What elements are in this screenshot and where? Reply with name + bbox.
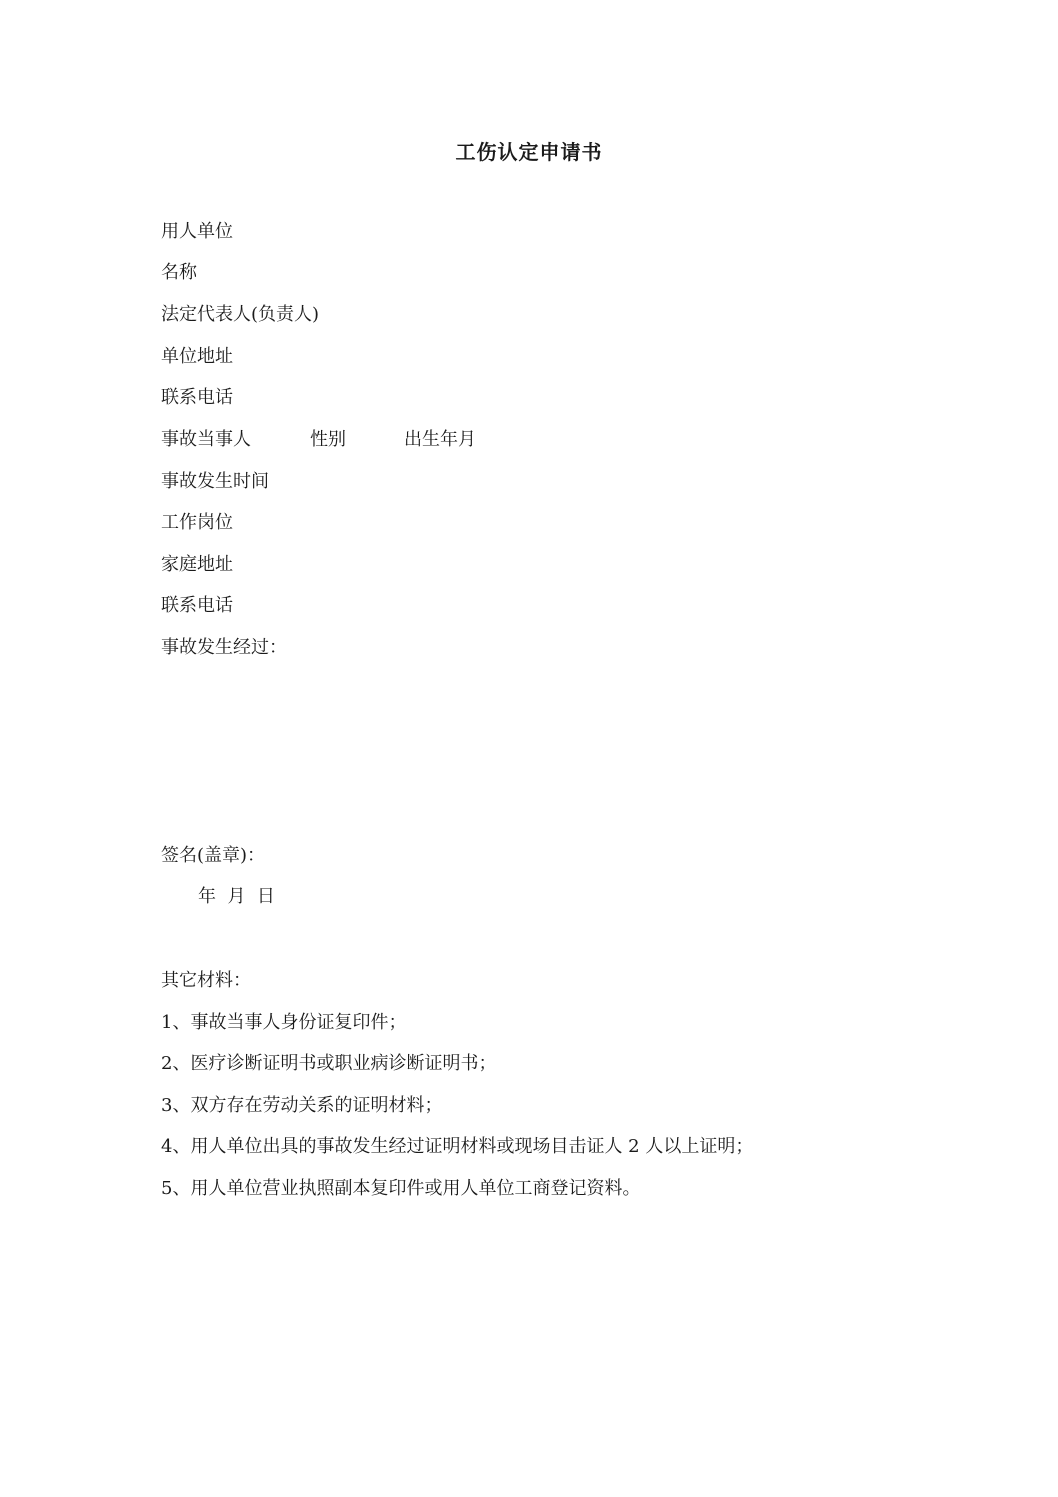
home-address-label: 家庭地址 — [161, 554, 233, 575]
employer-address-label: 单位地址 — [161, 346, 233, 367]
accident-process-label: 事故发生经过： — [161, 637, 287, 658]
party-phone-label: 联系电话 — [161, 595, 233, 616]
legal-rep-label: 法定代表人(负责人) — [161, 304, 320, 325]
employer-name-label: 名称 — [161, 262, 197, 283]
materials-item: 2、医疗诊断证明书或职业病诊断证明书； — [161, 1053, 497, 1074]
accident-time-label: 事故发生时间 — [161, 471, 269, 492]
document-title: 工伤认定申请书 — [455, 140, 603, 164]
materials-item: 4、用人单位出具的事故发生经过证明材料或现场目击证人 2 人以上证明； — [161, 1136, 754, 1157]
job-position-label: 工作岗位 — [161, 512, 233, 533]
party-label: 事故当事人 — [161, 429, 251, 450]
birth-label: 出生年月 — [404, 429, 476, 450]
employer-section-label: 用人单位 — [161, 221, 233, 242]
materials-item: 1、事故当事人身份证复印件； — [161, 1012, 407, 1033]
signature-date: 年 月 日 — [198, 886, 275, 907]
materials-heading: 其它材料： — [161, 970, 251, 991]
signature-label: 签名(盖章)： — [161, 845, 266, 866]
employer-phone-label: 联系电话 — [161, 387, 233, 408]
gender-label: 性别 — [310, 429, 346, 450]
materials-item: 3、双方存在劳动关系的证明材料； — [161, 1095, 443, 1116]
materials-item: 5、用人单位营业执照副本复印件或用人单位工商登记资料。 — [161, 1178, 641, 1199]
